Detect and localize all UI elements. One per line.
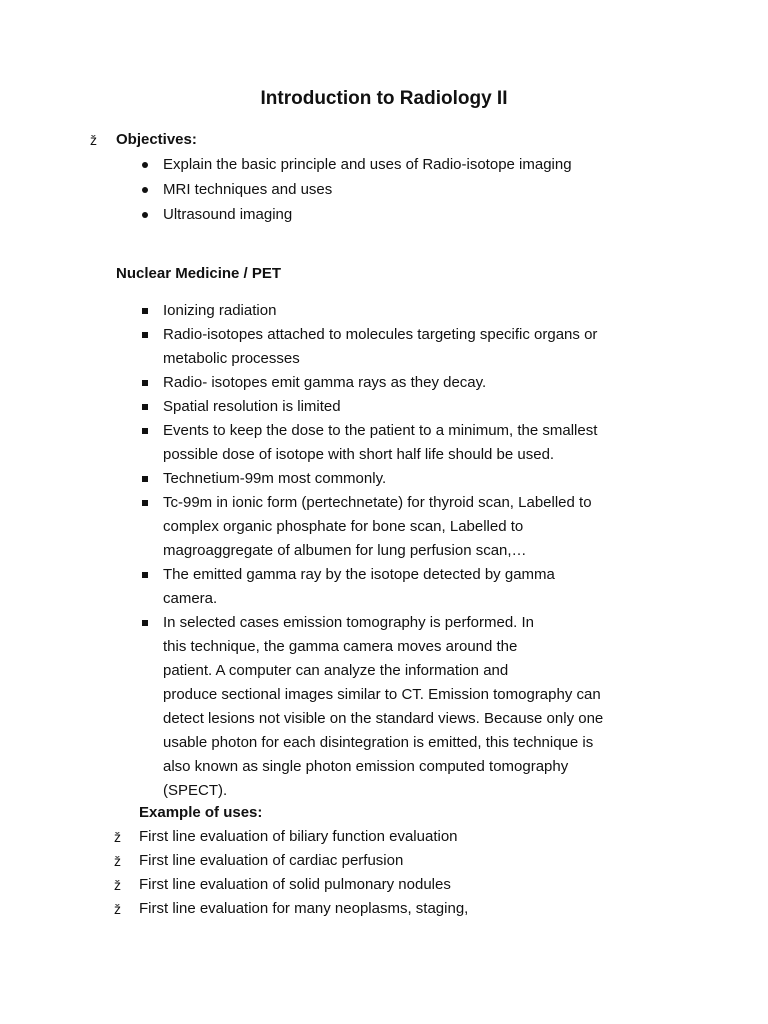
uses-marker: ž (114, 877, 121, 893)
nuclear-item-line: usable photon for each disintegration is emitted, this technique is (163, 734, 594, 751)
nuclear-heading: Nuclear Medicine / PET (116, 265, 282, 282)
nuclear-item-line: Ionizing radiation (163, 302, 277, 319)
uses-heading: Example of uses: (139, 804, 263, 821)
bullet-square-icon (142, 428, 148, 434)
nuclear-item-line: produce sectional images similar to CT. Emission tomography can (163, 686, 601, 703)
nuclear-item-line: this technique, the gamma camera moves around the (163, 638, 518, 655)
bullet-square-icon (142, 380, 148, 386)
objectives-marker: ž (90, 132, 97, 148)
nuclear-item-line: also known as single photon emission computed tomography (163, 758, 569, 775)
nuclear-item-line: metabolic processes (163, 350, 300, 367)
bullet-dot-icon (142, 212, 148, 218)
objective-item: MRI techniques and uses (163, 181, 333, 198)
nuclear-item-line: Events to keep the dose to the patient to a minimum, the smallest (163, 422, 598, 439)
nuclear-item-line: In selected cases emission tomography is performed. In (163, 614, 535, 631)
bullet-square-icon (142, 620, 148, 626)
uses-marker: ž (114, 901, 121, 917)
bullet-dot-icon (142, 162, 148, 168)
bullet-dot-icon (142, 187, 148, 193)
nuclear-item-line: complex organic phosphate for bone scan, Labelled to (163, 518, 524, 535)
page-title: Introduction to Radiology II (260, 88, 508, 109)
uses-item: First line evaluation of biliary function evaluation (139, 828, 458, 845)
bullet-square-icon (142, 404, 148, 410)
nuclear-item-line: Radio- isotopes emit gamma rays as they decay. (163, 374, 487, 391)
nuclear-item-line: Tc-99m in ionic form (pertechnetate) for thyroid scan, Labelled to (163, 494, 592, 511)
nuclear-item-line: (SPECT). (163, 782, 228, 799)
objective-item: Explain the basic principle and uses of Radio-isotope imaging (163, 156, 572, 173)
bullet-square-icon (142, 572, 148, 578)
nuclear-item-line: camera. (163, 590, 218, 607)
objectives-heading: Objectives: (116, 131, 197, 148)
uses-item: First line evaluation for many neoplasms, staging, (139, 900, 469, 917)
nuclear-item-line: detect lesions not visible on the standard views. Because only one (163, 710, 604, 727)
bullet-square-icon (142, 308, 148, 314)
nuclear-item-line: possible dose of isotope with short half life should be used. (163, 446, 555, 463)
nuclear-item-line: Radio-isotopes attached to molecules targeting specific organs or (163, 326, 598, 343)
uses-item: First line evaluation of cardiac perfusion (139, 852, 404, 869)
bullet-square-icon (142, 332, 148, 338)
nuclear-item-line: patient. A computer can analyze the information and (163, 662, 509, 679)
nuclear-item-line: Spatial resolution is limited (163, 398, 341, 415)
objective-item: Ultrasound imaging (163, 206, 293, 223)
nuclear-item-line: magroaggregate of albumen for lung perfusion scan,… (163, 542, 527, 559)
uses-marker: ž (114, 829, 121, 845)
bullet-square-icon (142, 476, 148, 482)
nuclear-item-line: Technetium-99m most commonly. (163, 470, 387, 487)
uses-item: First line evaluation of solid pulmonary nodules (139, 876, 451, 893)
nuclear-item-line: The emitted gamma ray by the isotope detected by gamma (163, 566, 555, 583)
uses-marker: ž (114, 853, 121, 869)
bullet-square-icon (142, 500, 148, 506)
